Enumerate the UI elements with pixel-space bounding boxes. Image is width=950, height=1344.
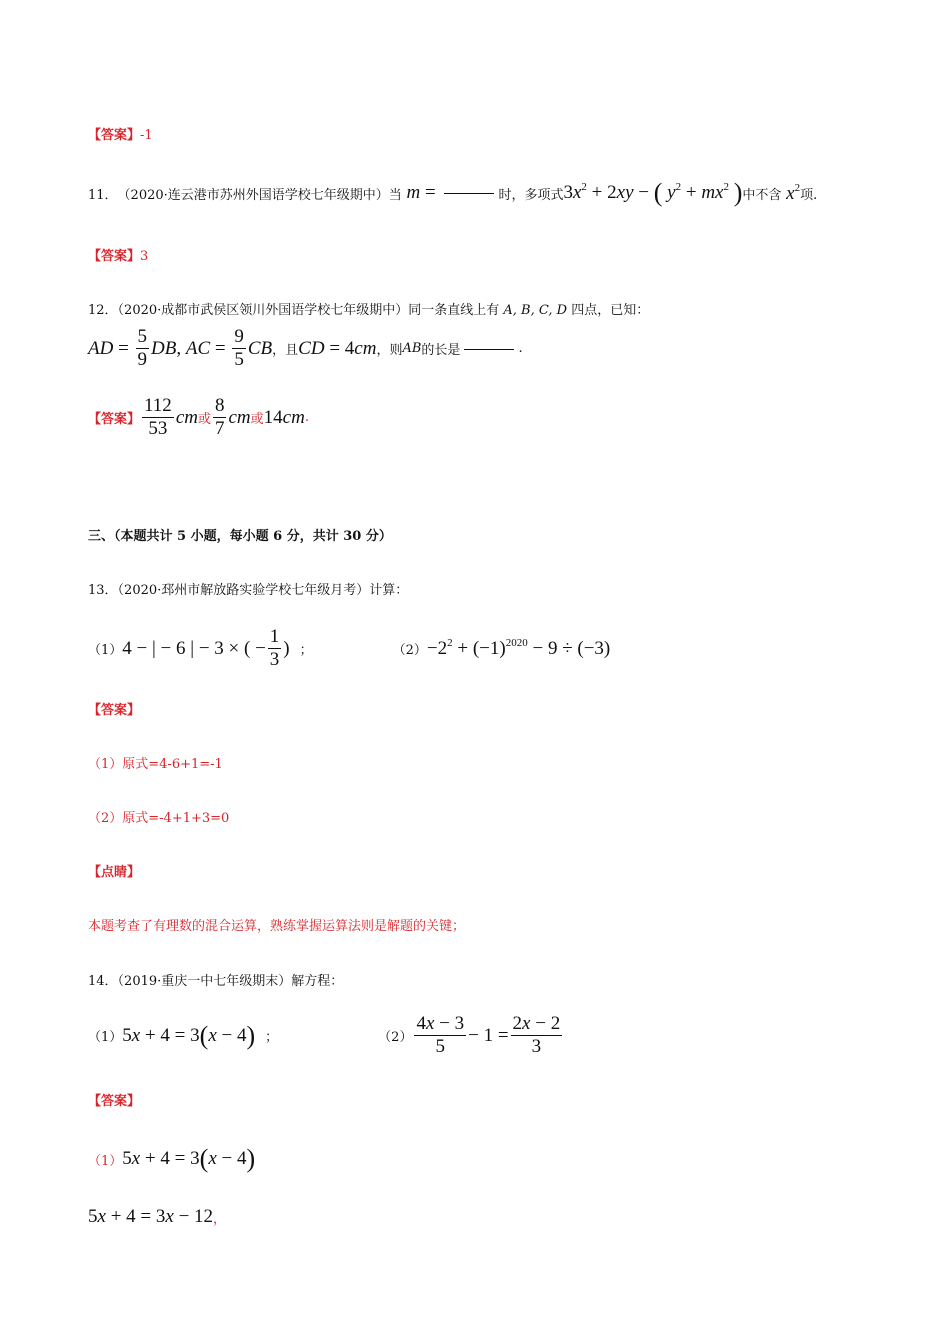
comment-label: 【点睛】	[88, 865, 141, 880]
question-13: 13．（2020·邳州市解放路实验学校七年级月考）计算：	[88, 583, 409, 598]
question-12	[88, 299, 649, 318]
question-text: 的长是	[421, 343, 461, 358]
question-text: 项.	[800, 187, 818, 203]
fraction-2x-2: $\frac{2x - 2}{3}$	[512, 1013, 561, 1057]
answer-blank	[444, 192, 494, 194]
q13-answer-1: （1）原式=4-6+1=-1	[88, 757, 223, 772]
points: A, B, C, D	[503, 303, 568, 318]
question-source: （2020·成都市武侯区领川外国语学校七年级期中）同一条直线上有	[117, 303, 500, 318]
part-label: （2）	[392, 643, 427, 658]
polynomial: $3x^2 + 2xy$ − ( $y^2 + mx^2$ )	[563, 178, 743, 207]
or-text: 或	[250, 412, 264, 427]
fraction-1-3: $\frac{1}{3}$	[269, 626, 280, 670]
math-x2: $x^2$	[781, 181, 801, 204]
expression-2: $-2^2 + (-1)^{2020} - 9 \div (-3)$	[426, 637, 611, 659]
q14-answer-step	[88, 1206, 226, 1228]
part-label: （1）	[88, 1153, 123, 1169]
answer-fraction-2: $\frac{8}{7}$	[214, 395, 225, 439]
separator: ；	[265, 1030, 279, 1045]
expression-1: 4 − | − 6 | − 3 × ( −	[122, 637, 266, 659]
q13-comment: 本题考查了有理数的混合运算，熟练掌握运算法则是解题的关键；	[88, 919, 466, 934]
unit: cm	[282, 406, 305, 428]
question-text: 四点，已知：	[571, 303, 650, 318]
question-14-parts: （1） 5x + 4 = 3(x − 4) ； （2） $\frac{4x - 3}{5}$ − 1 = $\frac{2x - 2}{3}$	[88, 1013, 561, 1057]
answer-value: -1	[140, 128, 153, 143]
answer-blank	[464, 348, 514, 350]
segment-ab: AB	[402, 341, 422, 356]
answer-label: 【答案】	[88, 1094, 141, 1109]
period: .	[304, 410, 309, 425]
separator: ，	[213, 1211, 227, 1227]
question-11	[88, 178, 817, 208]
q13-answer-2: （2）原式=-4+1+3=0	[88, 811, 230, 826]
question-number: 12．	[88, 303, 118, 318]
math-eq: =	[420, 182, 441, 203]
fraction-5-9: $\frac{5}{9}$	[137, 326, 148, 370]
answer-label: 【答案】	[88, 412, 141, 427]
question-text: ，且	[272, 343, 299, 358]
answer-value: 3	[140, 249, 149, 264]
answer-value: 14	[263, 406, 283, 428]
part-label: （2）	[378, 1030, 413, 1045]
equation-step: 5x + 4 = 3x − 12	[88, 1206, 214, 1227]
period: .	[518, 341, 523, 356]
unit: cm	[175, 406, 198, 428]
q10-answer	[88, 124, 153, 143]
q14-answer-1	[88, 1144, 255, 1174]
question-13-parts: （1） 4 − | − 6 | − 3 × ( − $\frac{1}{3}$ ) ； （2） $-2^2 + (-1)^{2020} - 9 \div (-3)$	[88, 626, 611, 670]
question-12-formula: AD = $\frac{5}{9}$ DB , AC = $\frac{9}{5}$ CB ，且 CD = 4 cm ，则 AB 的长是 .	[88, 326, 523, 370]
part-label: （1）	[88, 1030, 123, 1045]
question-number: 11．	[88, 187, 118, 203]
answer-fraction-1: $\frac{112}{53}$	[144, 395, 172, 439]
formula-ad: AD	[88, 337, 114, 359]
formula-cd: CD	[298, 337, 325, 359]
math-m: m	[401, 182, 421, 203]
or-text: 或	[197, 412, 211, 427]
answer-label: 【答案】	[88, 249, 141, 264]
question-text: 中不含	[742, 187, 782, 203]
question-text: 时，多项式	[498, 187, 564, 203]
q12-answer	[88, 395, 309, 440]
question-14: 14．（2019·重庆一中七年级期末）解方程：	[88, 974, 344, 989]
unit: cm	[228, 406, 251, 428]
equation-1-answer: 5x + 4 = 3(x − 4)	[122, 1144, 256, 1173]
answer-label: 【答案】	[88, 703, 141, 718]
equation-1: 5x + 4 = 3(x − 4)	[122, 1020, 256, 1050]
question-source: （2020·连云港市苏州外国语学校七年级期中）当	[117, 187, 402, 203]
fraction-9-5: $\frac{9}{5}$	[234, 326, 244, 370]
section-3-heading: 三、（本题共计 5 小题，每小题 6 分，共计 30 分）	[88, 529, 392, 544]
answer-label: 【答案】	[88, 128, 141, 143]
question-text: ，则	[376, 343, 403, 358]
fraction-4x-3: $\frac{4x - 3}{5}$	[416, 1013, 465, 1057]
q11-answer	[88, 245, 148, 264]
part-label: （1）	[88, 643, 123, 658]
separator: ；	[299, 643, 313, 658]
